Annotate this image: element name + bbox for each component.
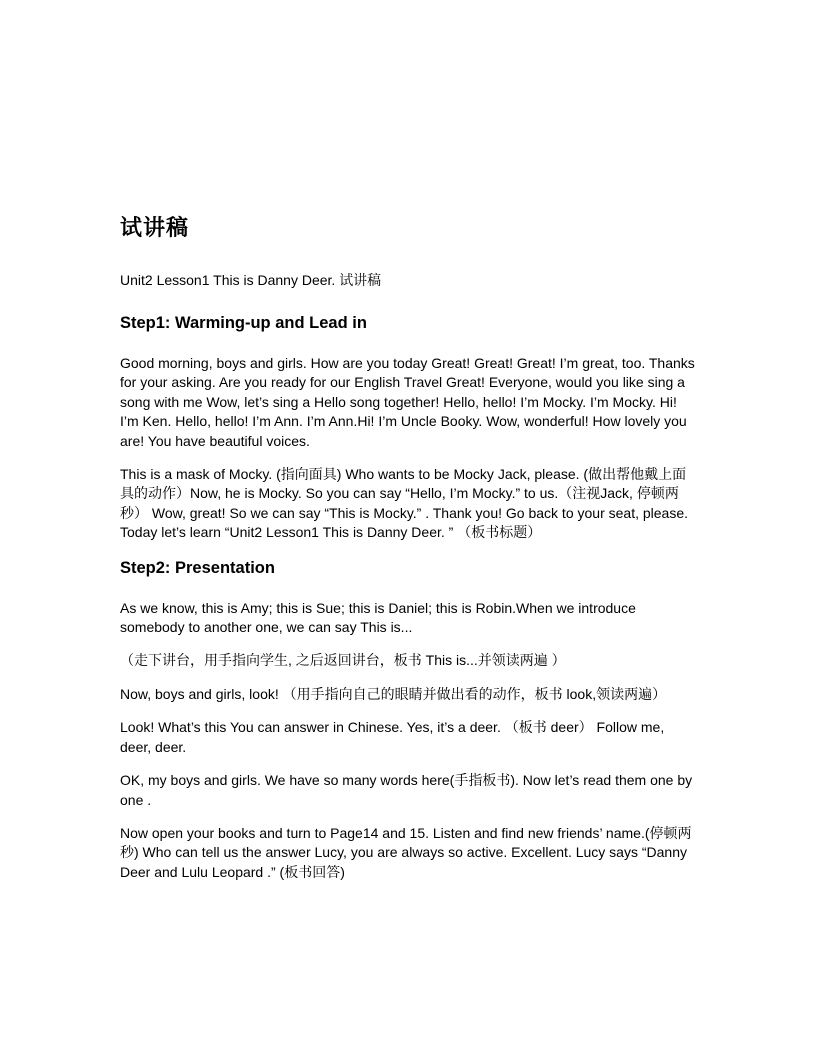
section-heading-step1: Step1: Warming-up and Lead in: [120, 314, 367, 332]
document-title: 试讲稿: [120, 216, 190, 241]
document-subtitle: Unit2 Lesson1 This is Danny Deer. 试讲稿: [120, 272, 382, 288]
paragraph: Good morning, boys and girls. How are you today Great! Great! Great! I’m great, too. Thanks for your asking. Are you ready for our English Travel Great! Everyone, would you like sing a song with me Wow, let’s sing a Hello song together! Hello, hello! I’m Mocky. I’m Mocky. Hi! I’m Ken. Hello, hello! I’m Ann. I’m Ann.Hi! I’m Uncle Booky. Wow, wonderful! How lovely you are! You have beautiful voices.: [120, 355, 695, 449]
paragraph: Look! What’s this You can answer in Chinese. Yes, it’s a deer. （板书 deer） Follow me, deer, deer.: [120, 719, 665, 755]
paragraph: （走下讲台，用手指向学生, 之后返回讲台，板书 This is...并领读两遍 ）: [120, 652, 566, 669]
section-heading-step2: Step2: Presentation: [120, 558, 275, 577]
paragraph: Now, boys and girls, look! （用手指向自己的眼睛并做出看的动作，板书 look,领读两遍）: [120, 685, 667, 702]
paragraph: Now open your books and turn to Page14 and 15. Listen and find new friends’ name.(停顿两秒) Who can tell us the answer Lucy, you are always so active. Excellent. Lucy says “Danny Deer and Lulu Leopard .” (板书回答): [120, 824, 692, 880]
document-page: [120, 212, 695, 896]
paragraph: As we know, this is Amy; this is Sue; this is Daniel; this is Robin.When we introduce somebody to another one, we can say This is...: [120, 599, 636, 636]
paragraph: This is a mask of Mocky. (指向面具) Who wants to be Mocky Jack, please. (做出帮他戴上面具的动作）Now, he is Mocky. So you can say “Hello, I’m Mocky.” to us.（注视Jack, 停顿两秒） Wow, great! So we can say “This is Mocky.” . Thank you! Go back to your seat, please. Today let’s learn “Unit2 Lesson1 This is Danny Deer. ” （板书标题）: [120, 466, 689, 541]
paragraph: OK, my boys and girls. We have so many words here(手指板书). Now let’s read them one by one .: [120, 772, 693, 808]
